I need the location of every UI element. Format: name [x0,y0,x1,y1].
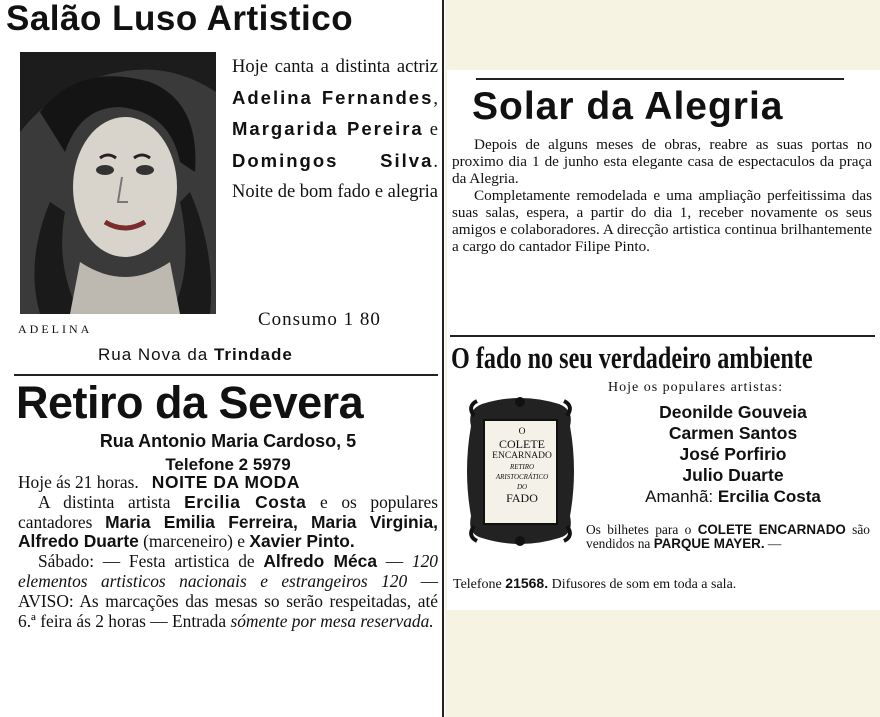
solar-body [452,136,872,255]
retiro-saturday-dash: — [377,551,412,572]
logo-line: FADO [506,491,538,505]
performer-name-1: Adelina Fernandes [232,86,434,108]
retiro-saturday-italic: 120 elementos artisticos nacionais e estrangeiros 120 [18,551,438,591]
retiro-address: Rua Antonio Maria Cardoso, 5 [99,431,357,451]
salao-address [98,345,293,365]
salao-description [232,52,438,208]
retiro-artist-name: Ercilia Costa [184,491,307,512]
retiro-singer-last: Xavier Pinto. [249,531,355,552]
logo-line: ENCARNADO [492,451,552,461]
fado-phone-suffix: Difusores de som em toda a sala. [548,577,737,592]
artist-name: Carmen Santos [668,423,798,443]
logo-line: ARISTOCRÁTICO [495,473,549,481]
performer-name-3: Domingos Silva [232,149,434,171]
fado-phone-number: 21568. [505,575,549,591]
tickets-text-2: são vendidos na [586,522,870,552]
retiro-artist-intro: A distinta artista [38,491,185,512]
salao-text-2: . Noite de bom fado e alegria [232,151,438,202]
logo-line: O [518,427,526,437]
consumo-price: Consumo 1 80 [258,309,381,330]
salao-sep-1: , [433,88,438,109]
performer-name-2: Margarida Pereira [232,118,424,139]
logo-line: DO [516,483,528,491]
retiro-aviso: — AVISO: As marcações das mesas so serão respeitadas, até 6.ª feira ás 2 horas — Entrada [18,570,438,631]
artist-name: Julio Duarte [682,465,784,485]
tomorrow-prefix: Amanhã: [645,487,718,506]
portrait-photo [20,52,216,314]
artist-name: José Porfirio [679,444,787,464]
logo-text [486,426,558,504]
salao-address-street: Trindade [213,345,293,364]
solar-paragraph-1: Depois de alguns meses de obras, reabre as suas portas no proximo dia 1 de junho esta elegante casa de espectaculos da praça da Alegria. [452,136,872,187]
retiro-today: Hoje ás 21 horas. [18,472,139,492]
logo-line: COLETE [499,437,545,451]
fado-heading: O fado no seu verdadeiro ambiente [451,340,813,375]
salao-address-prefix: Rua Nova da [98,345,214,364]
retiro-aviso-italic: sómente por mesa reservada. [230,610,434,631]
salao-sep-2: e [423,120,438,140]
retiro-body [18,473,438,631]
tickets-text-1: Os bilhetes para o [586,522,698,537]
fado-phone-prefix: Telefone [453,577,506,592]
retiro-phone: Telefone 2 5979 [165,455,291,474]
photo-caption: ADELINA [18,322,93,336]
solar-paragraph-2: Completamente remodelada e uma ampliação perfeitissima das suas salas, espera, a partir do dia 1, receber novamente os seus amigos e colaboradores. A direcção artistica continua brilhantemente a cargo do cantador Filipe Pinto. [452,187,872,255]
fado-intro: Hoje os populares artistas: [608,380,784,395]
retiro-singers: Maria Emilia Ferreira, Maria Virginia, Alfredo Duarte [18,511,438,552]
retiro-title: Retiro da Severa [16,377,364,428]
artist-name: Deonilde Gouveia [659,402,807,422]
artist-list [598,402,868,507]
retiro-saturday-name: Alfredo Méca [263,551,377,572]
retiro-night-name: NOITE DA MODA [151,472,301,492]
salao-title: Salão Luso Artistico [6,0,354,38]
salao-text-1: Hoje canta a distinta actriz [232,57,438,77]
tickets-info [586,523,870,552]
tomorrow-name: Ercilia Costa [717,487,821,506]
retiro-singers-note: (marceneiro) e [138,531,250,552]
retiro-saturday: Sábado: — Festa artistica de [38,551,264,572]
section-divider-left [14,374,438,376]
column-divider [442,0,444,717]
logo-line: RETIRO [509,463,535,471]
tickets-text-3: — [764,536,782,552]
solar-title: Solar da Alegria [472,85,784,128]
retiro-singers-intro: e os populares cantadores [18,491,439,532]
fado-phone-line [453,575,873,593]
tickets-venue: COLETE ENCARNADO [697,522,846,537]
tickets-location: PARQUE MAYER. [653,536,765,552]
section-divider-fado [450,335,875,337]
section-divider-solar [476,78,844,80]
